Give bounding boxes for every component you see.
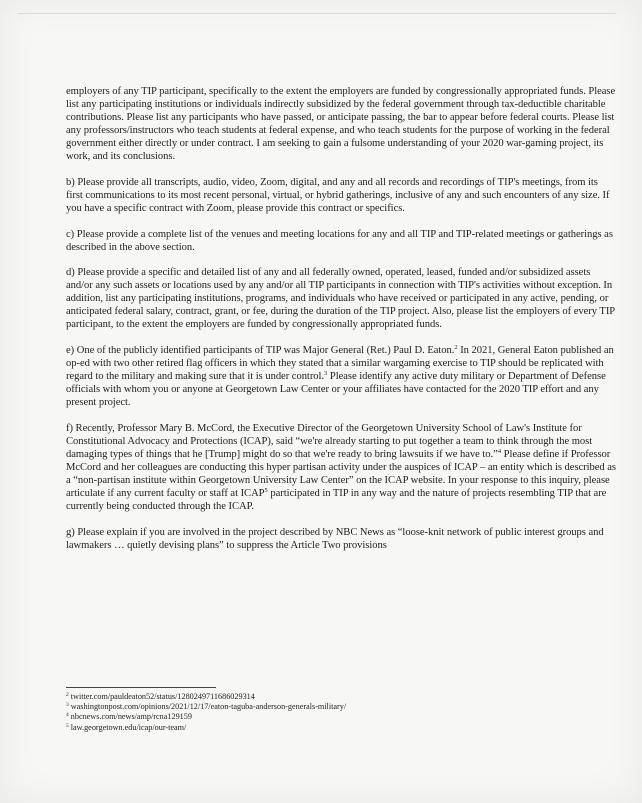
footnotes	[66, 692, 566, 733]
paragraph-text: participated in TIP in any way and the nature of projects resembling TIP that are currently being conducted through the ICAP.	[66, 487, 607, 512]
paragraph-text: In 2021, General Eaton published an op-ed with two other retired flag officers in which they stated that a similar wargaming exercise to TIP should be replicated with regard to the military and making sure that it is under control.	[66, 345, 614, 383]
paragraph-text: b) Please provide all transcripts, audio, video, Zoom, digital, and any and all records and recordings of TIP's meetings, from its first communications to its most recent personal, virtual, or hybrid gatherings, inclusive of any and such encounters of any size. If you have a specific contract with Zoom, please provide this contract or specifics.	[66, 176, 610, 214]
footnote-item	[66, 702, 566, 712]
paragraph-c	[66, 229, 616, 255]
paragraph-text: Please identify any active duty military or Department of Defense officials with whom you or anyone at Georgetown Law Center or your affiliates have contacted for the 2020 TIP effort and any present project.	[66, 371, 606, 409]
footnote-url: washingtonpost.com/opinions/2021/12/17/eaton-taguba-anderson-generals-military/	[70, 702, 347, 712]
paragraph-f	[66, 423, 616, 514]
footnote-ref: 4	[497, 447, 502, 455]
footnote-ref: 3	[324, 370, 328, 378]
paragraph-text: Please define if Professor McCord and her colleagues are conducting this hyper partisan activity under the auspices of ICAP – an entity which is described as a “non-partisan institute within Georgetown University Law Center” on the ICAP website. In your response to this inquiry, please articulate if any current faculty or staff at ICAP	[66, 448, 617, 499]
paragraph-text: employers of any TIP participant, specifically to the extent the employers are funded by congressionally appropriated funds. Please list any participating institutions or individuals indirectly subsidized by the federal government through tax-deductible charitable contributions. Please list any participants who have passed, or anticipate passing, the bar to appear before federal courts. Please list any professors/instructors who teach students at federal expense, and who teach students for the purpose of working in the federal government either directly or under contract. I am seeking to gain a fulsome understanding of your 2020 war-gaming project, its work, and its conclusions.	[66, 86, 616, 162]
footnote-item	[66, 723, 566, 733]
paragraph-g	[66, 527, 616, 553]
paragraph-e	[66, 345, 616, 410]
footnote-item	[66, 712, 566, 722]
paragraph-text: g) Please explain if you are involved in the project described by NBC News as “loose-knit network of public interest groups and lawmakers … quietly devising plans” to suppress the Article Two provisions	[66, 526, 604, 551]
paragraph-text: f) Recently, Professor Mary B. McCord, the Executive Director of the Georgetown University School of Law's Institute for Constitutional Advocacy and Protections (ICAP), said “we're already starting to put together a team to think through the most damaging types of things that he [Trump] might do so that we're ready to bring lawsuits if we have to.”	[66, 423, 593, 460]
footnote-url: law.georgetown.edu/icap/our-team/	[70, 722, 187, 732]
letter-body	[66, 86, 616, 566]
footnote-ref: 5	[264, 486, 268, 494]
footnote-item	[66, 692, 566, 702]
paragraph-continuation	[66, 86, 616, 164]
footnote-number: 3	[66, 702, 69, 709]
paragraph-b	[66, 177, 616, 216]
paragraph-text: d) Please provide a specific and detailed list of any and all federally owned, operated, leased, funded and/or subsidized assets and/or any such assets or locations used by any and/or all TIP participants in connection with TIP's activities without exception. In addition, list any participating institutions, programs, and individuals who have received or participated in any active, pending, or anticipated federal salary, contract, grant, or fee, during the duration of the TIP project. Also, please list the employers of every TIP participant, to the extent the employers are funded by congressionally appropriated funds.	[66, 267, 615, 331]
paragraph-text: e) One of the publicly identified participants of TIP was Major General (Ret.) Paul D. Eaton.	[66, 345, 455, 357]
paragraph-d	[66, 267, 616, 332]
footnote-number: 2	[66, 692, 69, 698]
page-top-edge	[18, 13, 616, 14]
footnote-separator	[66, 687, 216, 688]
footnote-ref: 2	[454, 344, 458, 352]
footnote-url: nbcnews.com/news/amp/rcna129159	[70, 712, 192, 722]
paragraph-text: c) Please provide a complete list of the venues and meeting locations for any and all TIP and TIP-related meetings or gatherings as described in the above section.	[66, 228, 613, 253]
footnote-number: 4	[66, 712, 69, 719]
footnote-number: 5	[66, 722, 69, 729]
footnote-url: twitter.com/pauldeaton52/status/1280249711686029314	[70, 692, 255, 701]
